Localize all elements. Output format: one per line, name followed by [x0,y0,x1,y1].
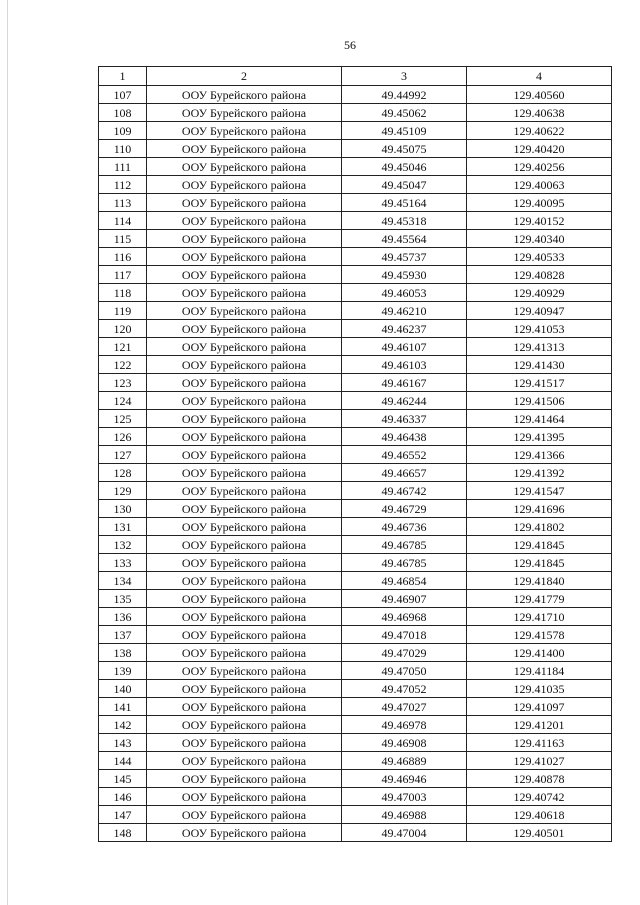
table-row [99,212,612,230]
table-row [99,590,612,608]
table-row [99,626,612,644]
longitude-cell: 129.41053 [467,320,612,338]
area-name-cell: ООУ Бурейского района [147,806,342,824]
latitude-cell: 49.45164 [342,194,467,212]
area-name-cell: ООУ Бурейского района [147,788,342,806]
point-number-cell: 121 [99,338,147,356]
area-name-cell: ООУ Бурейского района [147,104,342,122]
area-name-cell: ООУ Бурейского района [147,302,342,320]
latitude-cell: 49.47003 [342,788,467,806]
point-number-cell: 116 [99,248,147,266]
longitude-cell: 129.41035 [467,680,612,698]
area-name-cell: ООУ Бурейского района [147,140,342,158]
table-row [99,446,612,464]
longitude-cell: 129.41779 [467,590,612,608]
latitude-cell: 49.47052 [342,680,467,698]
area-name-cell: ООУ Бурейского района [147,482,342,500]
table-row [99,338,612,356]
table-row [99,86,612,104]
latitude-cell: 49.46210 [342,302,467,320]
longitude-cell: 129.41547 [467,482,612,500]
point-number-cell: 125 [99,410,147,428]
longitude-cell: 129.40618 [467,806,612,824]
longitude-cell: 129.40742 [467,788,612,806]
area-name-cell: ООУ Бурейского района [147,176,342,194]
table-row [99,824,612,842]
point-number-cell: 133 [99,554,147,572]
latitude-cell: 49.46729 [342,500,467,518]
latitude-cell: 49.46053 [342,284,467,302]
table-row [99,104,612,122]
point-number-cell: 120 [99,320,147,338]
area-name-cell: ООУ Бурейского района [147,248,342,266]
table-row [99,500,612,518]
latitude-cell: 49.45047 [342,176,467,194]
longitude-cell: 129.40622 [467,122,612,140]
table-row [99,788,612,806]
area-name-cell: ООУ Бурейского района [147,230,342,248]
point-number-cell: 142 [99,716,147,734]
area-name-cell: ООУ Бурейского района [147,644,342,662]
latitude-cell: 49.45109 [342,122,467,140]
latitude-cell: 49.45737 [342,248,467,266]
longitude-cell: 129.40063 [467,176,612,194]
point-number-cell: 108 [99,104,147,122]
latitude-cell: 49.45564 [342,230,467,248]
table-row [99,680,612,698]
latitude-cell: 49.45062 [342,104,467,122]
table-row [99,266,612,284]
area-name-cell: ООУ Бурейского района [147,212,342,230]
point-number-cell: 132 [99,536,147,554]
area-name-cell: ООУ Бурейского района [147,356,342,374]
table-row [99,410,612,428]
longitude-cell: 129.41840 [467,572,612,590]
point-number-cell: 115 [99,230,147,248]
area-name-cell: ООУ Бурейского района [147,572,342,590]
area-name-cell: ООУ Бурейского района [147,86,342,104]
point-number-cell: 138 [99,644,147,662]
point-number-cell: 114 [99,212,147,230]
longitude-cell: 129.41395 [467,428,612,446]
longitude-cell: 129.41027 [467,752,612,770]
latitude-cell: 49.47029 [342,644,467,662]
longitude-cell: 129.41696 [467,500,612,518]
table-row [99,698,612,716]
latitude-cell: 49.46978 [342,716,467,734]
area-name-cell: ООУ Бурейского района [147,320,342,338]
latitude-cell: 49.46337 [342,410,467,428]
longitude-cell: 129.40533 [467,248,612,266]
longitude-cell: 129.41845 [467,554,612,572]
area-name-cell: ООУ Бурейского района [147,194,342,212]
longitude-cell: 129.40828 [467,266,612,284]
latitude-cell: 49.46237 [342,320,467,338]
area-name-cell: ООУ Бурейского района [147,662,342,680]
longitude-cell: 129.41506 [467,392,612,410]
point-number-cell: 136 [99,608,147,626]
latitude-cell: 49.46107 [342,338,467,356]
point-number-cell: 147 [99,806,147,824]
table-body [99,86,612,842]
latitude-cell: 49.46968 [342,608,467,626]
longitude-cell: 129.41392 [467,464,612,482]
latitude-cell: 49.46785 [342,554,467,572]
column-header: 4 [467,67,612,86]
point-number-cell: 146 [99,788,147,806]
area-name-cell: ООУ Бурейского района [147,716,342,734]
point-number-cell: 140 [99,680,147,698]
table-row [99,158,612,176]
latitude-cell: 49.46657 [342,464,467,482]
area-name-cell: ООУ Бурейского района [147,734,342,752]
latitude-cell: 49.45075 [342,140,467,158]
point-number-cell: 119 [99,302,147,320]
latitude-cell: 49.47018 [342,626,467,644]
area-name-cell: ООУ Бурейского района [147,266,342,284]
point-number-cell: 110 [99,140,147,158]
longitude-cell: 129.40947 [467,302,612,320]
column-header: 2 [147,67,342,86]
area-name-cell: ООУ Бурейского района [147,374,342,392]
point-number-cell: 129 [99,482,147,500]
latitude-cell: 49.46907 [342,590,467,608]
table-row [99,356,612,374]
table-row [99,770,612,788]
table-header-row [99,67,612,86]
longitude-cell: 129.41163 [467,734,612,752]
point-number-cell: 131 [99,518,147,536]
area-name-cell: ООУ Бурейского района [147,518,342,536]
area-name-cell: ООУ Бурейского района [147,752,342,770]
area-name-cell: ООУ Бурейского района [147,338,342,356]
latitude-cell: 49.46438 [342,428,467,446]
point-number-cell: 113 [99,194,147,212]
longitude-cell: 129.41313 [467,338,612,356]
longitude-cell: 129.41097 [467,698,612,716]
area-name-cell: ООУ Бурейского района [147,410,342,428]
table-row [99,536,612,554]
latitude-cell: 49.46736 [342,518,467,536]
longitude-cell: 129.40501 [467,824,612,842]
longitude-cell: 129.40256 [467,158,612,176]
latitude-cell: 49.45318 [342,212,467,230]
table-row [99,734,612,752]
latitude-cell: 49.45930 [342,266,467,284]
longitude-cell: 129.41430 [467,356,612,374]
table-row [99,248,612,266]
longitude-cell: 129.41400 [467,644,612,662]
area-name-cell: ООУ Бурейского района [147,680,342,698]
area-name-cell: ООУ Бурейского района [147,698,342,716]
longitude-cell: 129.40340 [467,230,612,248]
longitude-cell: 129.40560 [467,86,612,104]
area-name-cell: ООУ Бурейского района [147,158,342,176]
longitude-cell: 129.41201 [467,716,612,734]
longitude-cell: 129.41517 [467,374,612,392]
area-name-cell: ООУ Бурейского района [147,626,342,644]
table-row [99,662,612,680]
area-name-cell: ООУ Бурейского района [147,608,342,626]
longitude-cell: 129.41464 [467,410,612,428]
longitude-cell: 129.40152 [467,212,612,230]
area-name-cell: ООУ Бурейского района [147,428,342,446]
latitude-cell: 49.46167 [342,374,467,392]
latitude-cell: 49.46908 [342,734,467,752]
longitude-cell: 129.41578 [467,626,612,644]
point-number-cell: 134 [99,572,147,590]
longitude-cell: 129.41845 [467,536,612,554]
longitude-cell: 129.40929 [467,284,612,302]
point-number-cell: 128 [99,464,147,482]
point-number-cell: 144 [99,752,147,770]
table-row [99,140,612,158]
table-row [99,284,612,302]
table-row [99,806,612,824]
latitude-cell: 49.47004 [342,824,467,842]
point-number-cell: 145 [99,770,147,788]
point-number-cell: 130 [99,500,147,518]
point-number-cell: 139 [99,662,147,680]
area-name-cell: ООУ Бурейского района [147,770,342,788]
point-number-cell: 109 [99,122,147,140]
point-number-cell: 127 [99,446,147,464]
point-number-cell: 124 [99,392,147,410]
latitude-cell: 49.46946 [342,770,467,788]
area-name-cell: ООУ Бурейского района [147,824,342,842]
table-row [99,608,612,626]
point-number-cell: 122 [99,356,147,374]
point-number-cell: 148 [99,824,147,842]
latitude-cell: 49.46988 [342,806,467,824]
longitude-cell: 129.41366 [467,446,612,464]
table-row [99,176,612,194]
table-row [99,572,612,590]
table-row [99,230,612,248]
table-row [99,518,612,536]
latitude-cell: 49.46244 [342,392,467,410]
table-row [99,554,612,572]
table-row [99,392,612,410]
area-name-cell: ООУ Бурейского района [147,500,342,518]
table-row [99,644,612,662]
latitude-cell: 49.47050 [342,662,467,680]
column-header: 1 [99,67,147,86]
table-row [99,752,612,770]
latitude-cell: 49.47027 [342,698,467,716]
longitude-cell: 129.40878 [467,770,612,788]
point-number-cell: 135 [99,590,147,608]
table-row [99,302,612,320]
longitude-cell: 129.40420 [467,140,612,158]
area-name-cell: ООУ Бурейского района [147,284,342,302]
scan-edge-line [7,0,8,905]
table-row [99,464,612,482]
table-row [99,374,612,392]
longitude-cell: 129.40095 [467,194,612,212]
point-number-cell: 123 [99,374,147,392]
point-number-cell: 137 [99,626,147,644]
coordinates-table [98,66,612,842]
area-name-cell: ООУ Бурейского района [147,122,342,140]
table-row [99,122,612,140]
page-number: 56 [344,38,356,52]
area-name-cell: ООУ Бурейского района [147,392,342,410]
latitude-cell: 49.46742 [342,482,467,500]
longitude-cell: 129.40638 [467,104,612,122]
point-number-cell: 126 [99,428,147,446]
area-name-cell: ООУ Бурейского района [147,446,342,464]
table-row [99,428,612,446]
point-number-cell: 141 [99,698,147,716]
point-number-cell: 111 [99,158,147,176]
point-number-cell: 143 [99,734,147,752]
point-number-cell: 118 [99,284,147,302]
longitude-cell: 129.41710 [467,608,612,626]
point-number-cell: 112 [99,176,147,194]
latitude-cell: 49.46103 [342,356,467,374]
table-row [99,194,612,212]
table-row [99,716,612,734]
latitude-cell: 49.45046 [342,158,467,176]
longitude-cell: 129.41184 [467,662,612,680]
area-name-cell: ООУ Бурейского района [147,464,342,482]
point-number-cell: 107 [99,86,147,104]
latitude-cell: 49.46785 [342,536,467,554]
column-header: 3 [342,67,467,86]
area-name-cell: ООУ Бурейского района [147,536,342,554]
area-name-cell: ООУ Бурейского района [147,554,342,572]
point-number-cell: 117 [99,266,147,284]
table-row [99,482,612,500]
latitude-cell: 49.46552 [342,446,467,464]
latitude-cell: 49.44992 [342,86,467,104]
longitude-cell: 129.41802 [467,518,612,536]
table-row [99,320,612,338]
latitude-cell: 49.46889 [342,752,467,770]
area-name-cell: ООУ Бурейского района [147,590,342,608]
latitude-cell: 49.46854 [342,572,467,590]
